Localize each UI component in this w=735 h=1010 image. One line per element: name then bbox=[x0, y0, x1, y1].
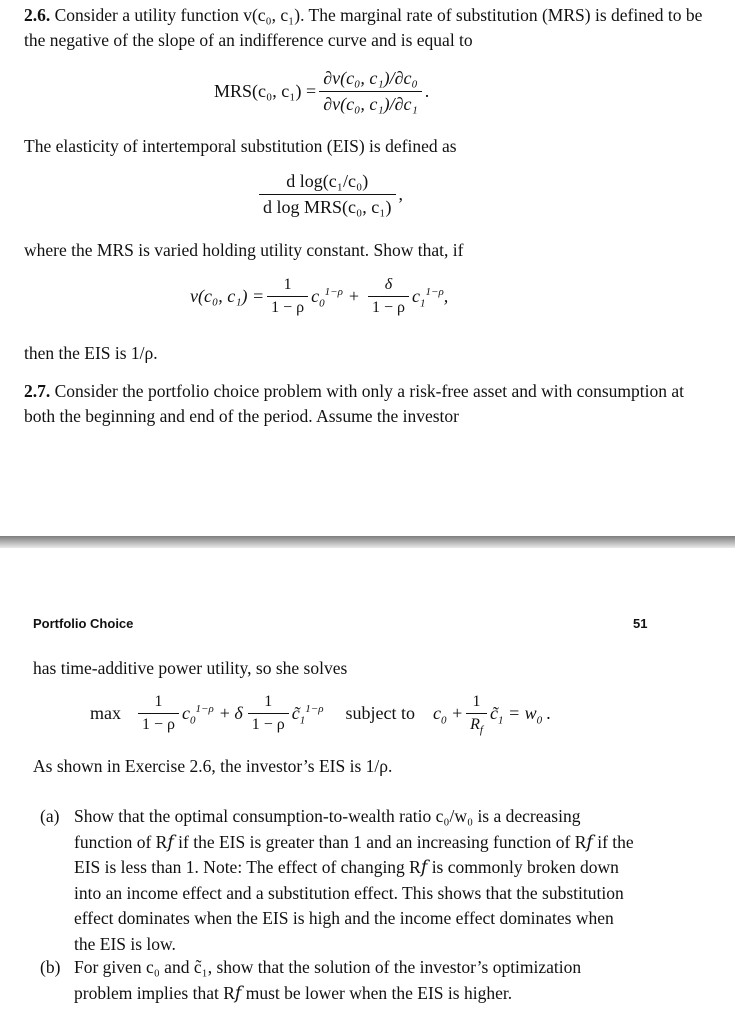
exercise-2-7-paragraph bbox=[24, 379, 714, 429]
utility-num-1: 1 bbox=[283, 276, 292, 293]
objective-fraction-1 bbox=[138, 693, 179, 734]
utility-fraction-2 bbox=[368, 276, 409, 317]
list-text-a: Show that the optimal consumption-to-wealth ratio c₀/w₀ is a decreasing function of R𝑓 if the EIS is greater than 1 and an increasing function of R𝑓 if the EIS is less than 1. Note: The effect of changing R𝑓 is commonly broken down into an income effect and a substitution effect. This shows that the substitution effect dominates when the EIS is high and the income effect dominates when the EIS is low. bbox=[74, 806, 634, 954]
exercise-2-7-label: 2.7. bbox=[24, 381, 51, 401]
constraint-rhs: $c̃_1 = w_0$ . bbox=[489, 703, 552, 727]
running-head: Portfolio Choice bbox=[33, 616, 134, 631]
utility-c1-power: $c_1^{1-\rho}$, bbox=[412, 286, 449, 310]
utility-den-2: 1 − ρ bbox=[368, 296, 409, 317]
eis-equation bbox=[256, 171, 403, 218]
eis-numerator: d log(c₁/c₀) bbox=[286, 171, 369, 191]
exercise-2-6-label: 2.6. bbox=[24, 5, 51, 25]
utility-equation bbox=[190, 276, 448, 317]
eis-comma: , bbox=[398, 184, 404, 204]
objective-fraction-2 bbox=[248, 693, 289, 734]
objective-den-2: 1 − ρ bbox=[248, 713, 289, 734]
objective-den-1: 1 − ρ bbox=[138, 713, 179, 734]
plus-sign: + bbox=[348, 286, 359, 306]
max-operator: max bbox=[90, 703, 121, 723]
exercise-2-6-text: Consider a utility function v(c₀, c₁). The marginal rate of substitution (MRS) is defined to be the negative of the slope of an indifference curve and is equal to bbox=[24, 5, 703, 50]
objective-plus: + δ bbox=[219, 703, 243, 723]
constraint-den: $R_f$ bbox=[466, 713, 487, 734]
solves-text: has time-additive power utility, so she solves bbox=[33, 658, 348, 678]
optimization-equation bbox=[90, 693, 552, 737]
constraint-num: 1 bbox=[472, 693, 481, 710]
mrs-lhs: MRS(c₀, c₁) = bbox=[214, 81, 317, 101]
exercise-2-7-text: Consider the portfolio choice problem with only a risk-free asset and with consumption at both the beginning and end of the period. Assume the investor bbox=[24, 381, 684, 426]
list-item-a bbox=[40, 804, 640, 954]
eis-denominator: d log MRS(c₀, c₁) bbox=[259, 194, 396, 218]
eis-intro: The elasticity of intertemporal substitution (EIS) is defined as bbox=[24, 136, 457, 156]
utility-num-2: δ bbox=[384, 276, 393, 293]
page-divider bbox=[0, 536, 735, 548]
then-text: then the EIS is 1/ρ. bbox=[24, 343, 158, 363]
mrs-equation bbox=[214, 68, 429, 115]
utility-den-1: 1 − ρ bbox=[267, 296, 308, 317]
exercise-2-6-paragraph bbox=[24, 3, 714, 53]
utility-fraction-1 bbox=[267, 276, 308, 317]
mrs-period: . bbox=[424, 81, 430, 101]
eis-shown-text: As shown in Exercise 2.6, the investor’s EIS is 1/ρ. bbox=[33, 756, 393, 776]
varied-text: where the MRS is varied holding utility constant. Show that, if bbox=[24, 240, 464, 260]
objective-c0-term: $c_0^{1-\rho}$ bbox=[182, 703, 214, 727]
list-item-b bbox=[40, 955, 640, 1007]
constraint-fraction bbox=[466, 693, 487, 737]
constraint-c0: $c_0$ + bbox=[432, 703, 464, 727]
objective-c1-term: $c̃_1^{1-\rho}$ bbox=[291, 703, 324, 727]
utility-lhs: v(c₀, c₁) = bbox=[190, 286, 265, 306]
list-label-b: (b) bbox=[40, 957, 61, 977]
bottom-page bbox=[0, 548, 735, 1010]
objective-num-2: 1 bbox=[264, 693, 273, 710]
utility-c0-power: $c_0^{1-\rho}$ bbox=[311, 286, 343, 310]
objective-num-1: 1 bbox=[154, 693, 163, 710]
subject-to-label: subject to bbox=[345, 703, 415, 723]
eis-fraction bbox=[259, 171, 396, 218]
list-text-b: For given c₀ and c̃₁, show that the solution of the investor’s optimization problem implies that R𝑓 must be lower when the EIS is higher. bbox=[74, 957, 582, 1003]
mrs-fraction bbox=[319, 68, 422, 115]
list-label-a: (a) bbox=[40, 806, 60, 826]
mrs-denominator: ∂v(c₀, c₁)/∂c₁ bbox=[319, 91, 422, 115]
page-number: 51 bbox=[633, 616, 648, 631]
mrs-numerator: ∂v(c₀, c₁)/∂c₀ bbox=[323, 68, 418, 88]
